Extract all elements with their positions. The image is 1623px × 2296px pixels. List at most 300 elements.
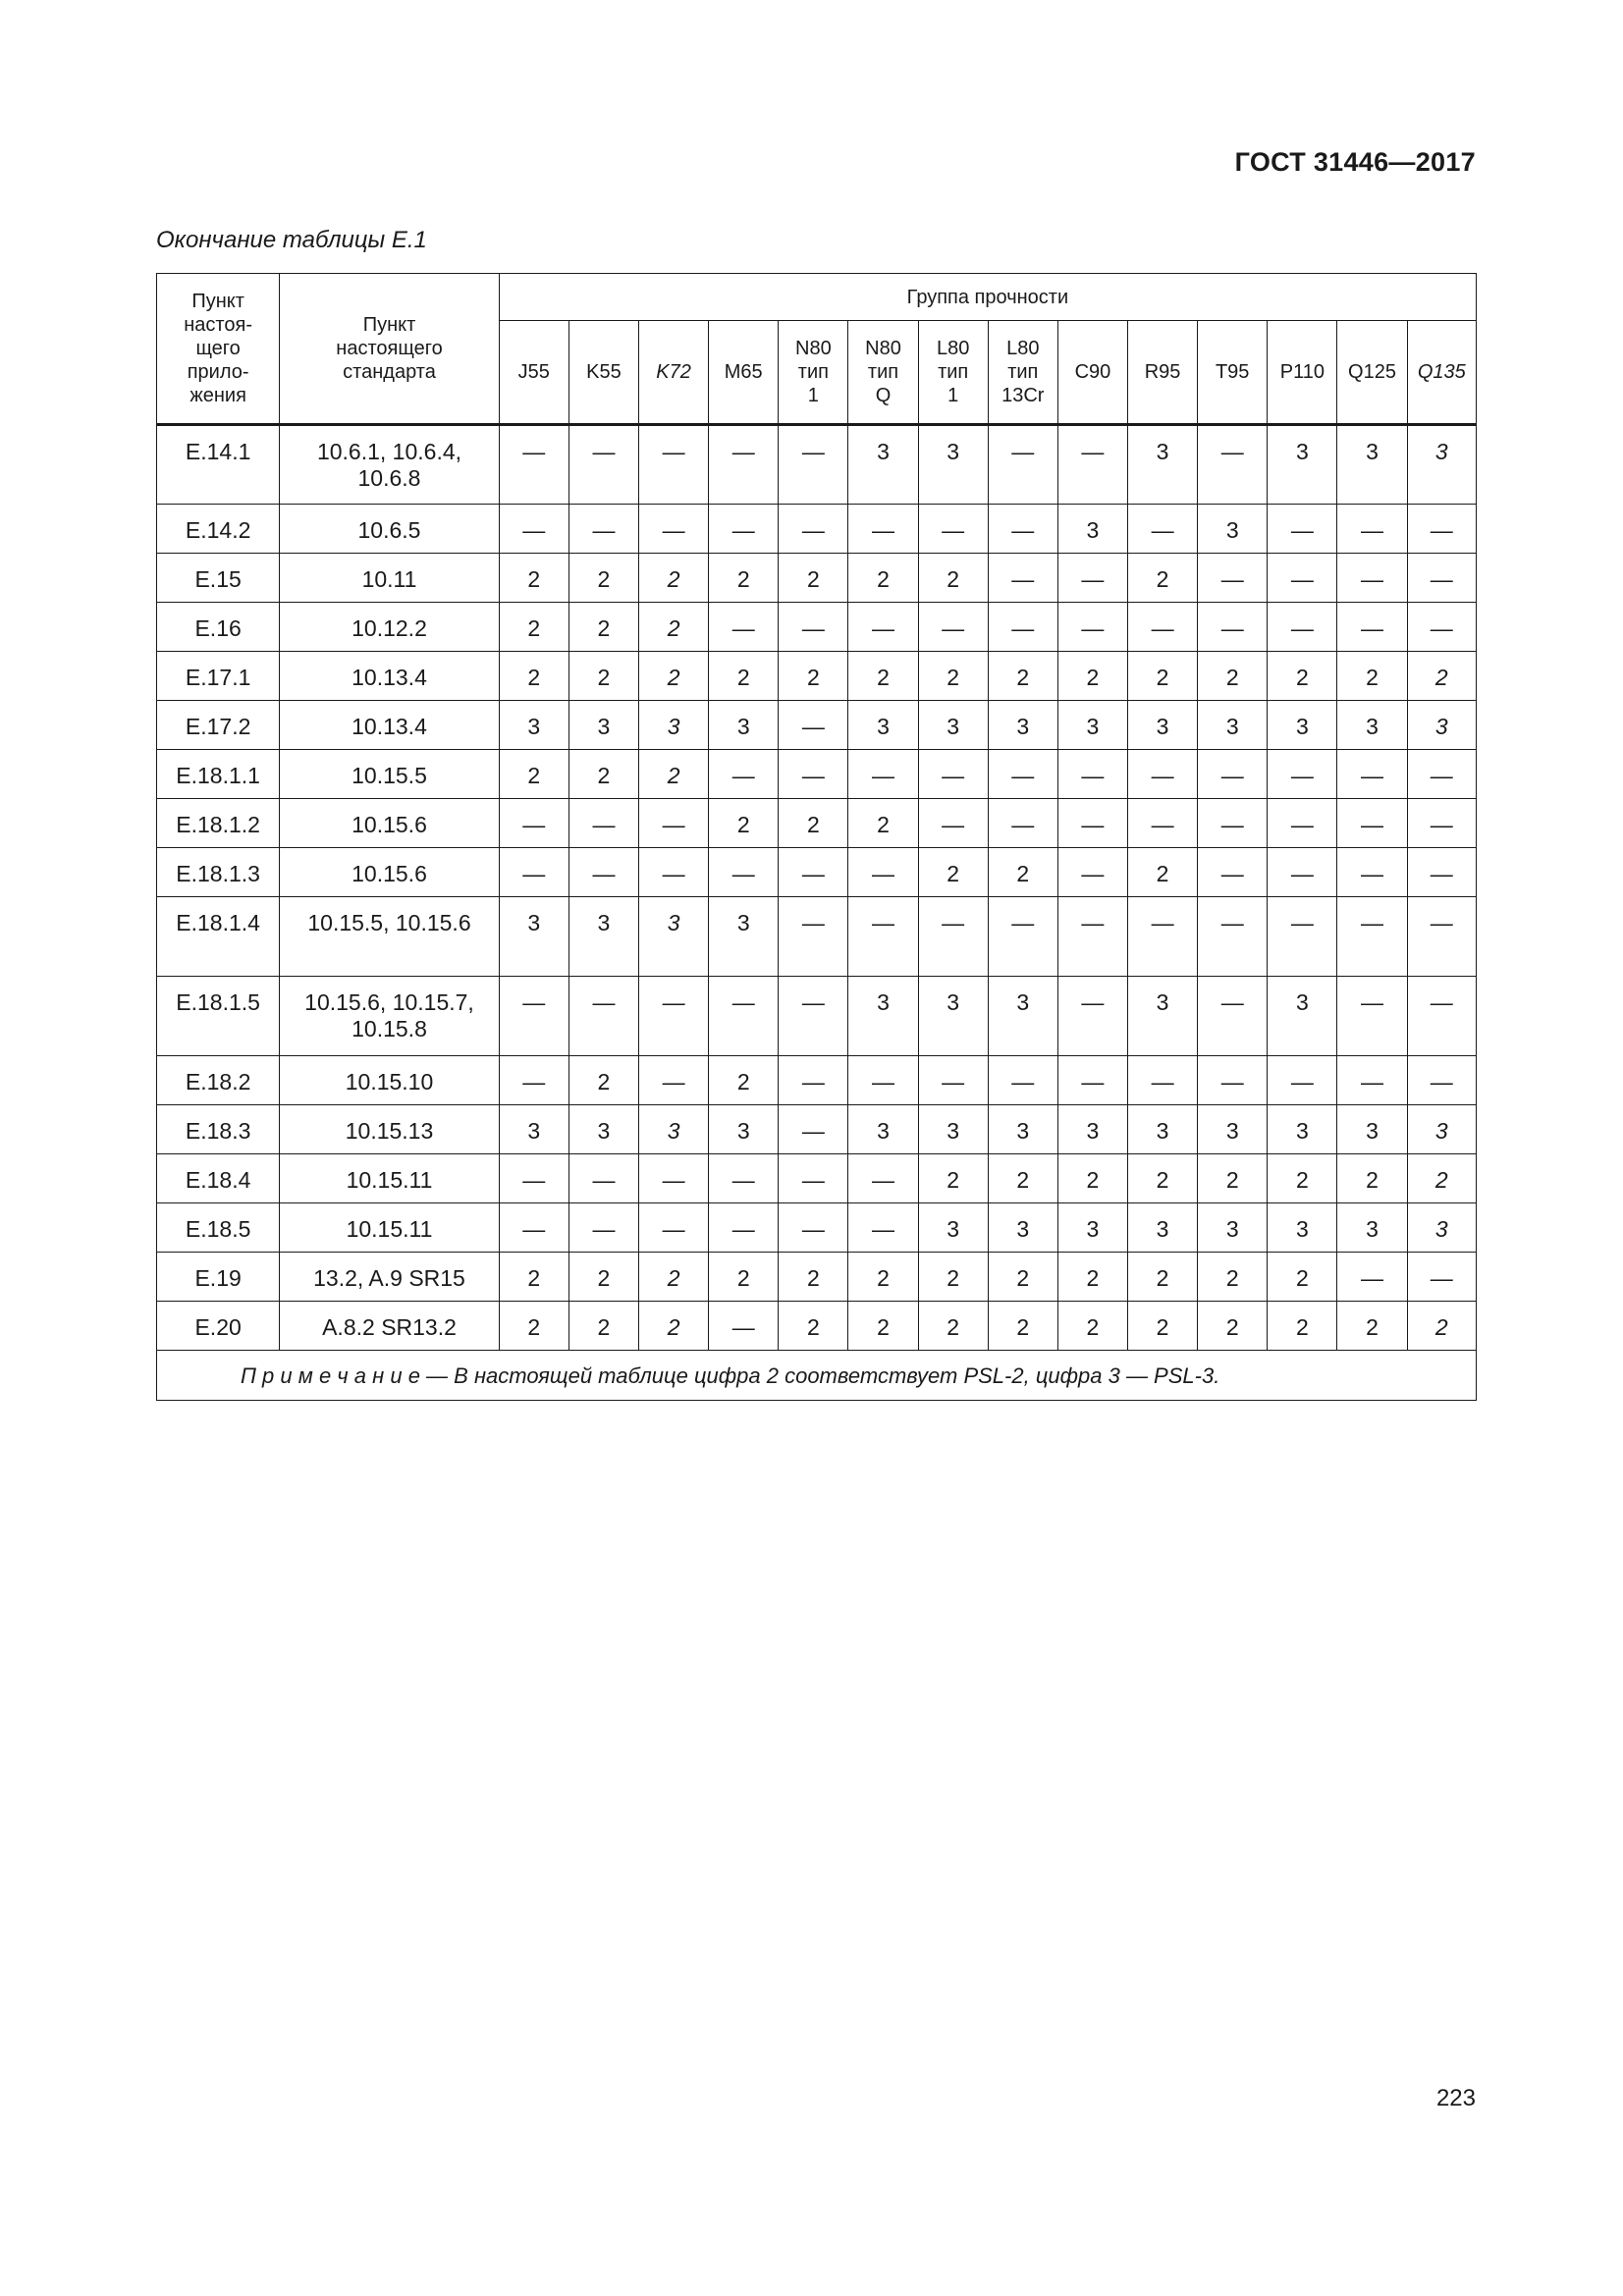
psl-value-cell: 3 xyxy=(1057,701,1127,750)
psl-value-cell: 2 xyxy=(1407,1302,1476,1351)
psl-value-cell: — xyxy=(568,799,638,848)
psl-value-cell: — xyxy=(988,425,1057,505)
grade-header: K72 xyxy=(639,321,709,425)
psl-value-cell: 3 xyxy=(1198,1203,1268,1253)
psl-value-cell: 3 xyxy=(848,1105,918,1154)
table-row xyxy=(157,652,1477,701)
psl-value-cell: 3 xyxy=(1128,701,1198,750)
psl-value-cell: 2 xyxy=(499,750,568,799)
psl-value-cell: 3 xyxy=(1337,701,1407,750)
standard-clause-cell: 10.15.13 xyxy=(280,1105,499,1154)
psl-value-cell: 2 xyxy=(779,554,848,603)
psl-value-cell: 2 xyxy=(709,652,779,701)
psl-value-cell: 2 xyxy=(1198,1302,1268,1351)
psl-value-cell: 2 xyxy=(709,799,779,848)
psl-value-cell: 3 xyxy=(1268,425,1337,505)
psl-value-cell: 2 xyxy=(1337,1154,1407,1203)
psl-value-cell: — xyxy=(499,425,568,505)
psl-value-cell: — xyxy=(779,1154,848,1203)
psl-value-cell: — xyxy=(1268,1056,1337,1105)
psl-value-cell: 3 xyxy=(848,425,918,505)
psl-value-cell: 2 xyxy=(568,1302,638,1351)
psl-value-cell: 3 xyxy=(988,977,1057,1056)
psl-value-cell: — xyxy=(1268,554,1337,603)
psl-value-cell: — xyxy=(568,977,638,1056)
psl-value-cell: 2 xyxy=(1268,652,1337,701)
col-head-annex xyxy=(157,274,280,425)
psl-value-cell: 2 xyxy=(848,554,918,603)
col-head-standard xyxy=(280,274,499,425)
psl-value-cell: 2 xyxy=(848,799,918,848)
psl-value-cell: 2 xyxy=(779,799,848,848)
standard-clause-cell: 10.15.6 xyxy=(280,799,499,848)
psl-value-cell: — xyxy=(499,799,568,848)
table-row xyxy=(157,897,1477,977)
psl-value-cell: 3 xyxy=(709,897,779,977)
psl-value-cell: 3 xyxy=(848,701,918,750)
psl-value-cell: 2 xyxy=(639,652,709,701)
psl-value-cell: 3 xyxy=(709,1105,779,1154)
psl-value-cell: — xyxy=(779,505,848,554)
psl-value-cell: — xyxy=(988,1056,1057,1105)
psl-value-cell: — xyxy=(1337,848,1407,897)
psl-value-cell: — xyxy=(1057,750,1127,799)
psl-value-cell: — xyxy=(779,977,848,1056)
annex-clause-cell: Е.20 xyxy=(157,1302,280,1351)
psl-value-cell: 2 xyxy=(1057,1154,1127,1203)
psl-value-cell: 3 xyxy=(639,897,709,977)
psl-value-cell: — xyxy=(779,603,848,652)
psl-value-cell: — xyxy=(779,897,848,977)
psl-value-cell: — xyxy=(639,425,709,505)
grade-header: C90 xyxy=(1057,321,1127,425)
psl-value-cell: 3 xyxy=(1057,505,1127,554)
grade-header: N80 тип 1 xyxy=(779,321,848,425)
standard-clause-cell: 10.6.5 xyxy=(280,505,499,554)
table-row xyxy=(157,425,1477,505)
psl-value-cell: — xyxy=(848,1203,918,1253)
psl-value-cell: 3 xyxy=(988,701,1057,750)
psl-value-cell: — xyxy=(779,750,848,799)
psl-value-cell: 3 xyxy=(1128,1203,1198,1253)
psl-value-cell: — xyxy=(988,505,1057,554)
psl-value-cell: — xyxy=(779,848,848,897)
psl-value-cell: 3 xyxy=(639,701,709,750)
psl-value-cell: — xyxy=(639,505,709,554)
psl-value-cell: 2 xyxy=(499,603,568,652)
table-row xyxy=(157,1105,1477,1154)
psl-value-cell: 2 xyxy=(918,1154,988,1203)
psl-value-cell: 3 xyxy=(568,897,638,977)
psl-value-cell: — xyxy=(1407,977,1476,1056)
standard-clause-cell: 10.15.5, 10.15.6 xyxy=(280,897,499,977)
grade-header: T95 xyxy=(1198,321,1268,425)
psl-value-cell: — xyxy=(1198,603,1268,652)
grade-header: M65 xyxy=(709,321,779,425)
table-row xyxy=(157,750,1477,799)
psl-value-cell: — xyxy=(1407,554,1476,603)
psl-value-cell: — xyxy=(1128,750,1198,799)
psl-value-cell: — xyxy=(709,750,779,799)
psl-value-cell: 2 xyxy=(1198,1154,1268,1203)
psl-value-cell: 2 xyxy=(918,1253,988,1302)
annex-clause-cell: Е.18.1.2 xyxy=(157,799,280,848)
psl-value-cell: 2 xyxy=(1057,1253,1127,1302)
psl-value-cell: — xyxy=(1337,1253,1407,1302)
psl-value-cell: 2 xyxy=(779,1253,848,1302)
psl-value-cell: 3 xyxy=(918,977,988,1056)
annex-clause-cell: Е.15 xyxy=(157,554,280,603)
psl-value-cell: — xyxy=(1128,799,1198,848)
table-row xyxy=(157,977,1477,1056)
psl-value-cell: — xyxy=(568,505,638,554)
psl-value-cell: 3 xyxy=(709,701,779,750)
psl-value-cell: — xyxy=(1407,897,1476,977)
grade-header: L80 тип 13Cr xyxy=(988,321,1057,425)
psl-value-cell: — xyxy=(709,425,779,505)
grade-header: Q135 xyxy=(1407,321,1476,425)
psl-value-cell: 2 xyxy=(1128,554,1198,603)
grade-header: J55 xyxy=(499,321,568,425)
psl-value-cell: — xyxy=(1057,897,1127,977)
psl-value-cell: — xyxy=(779,701,848,750)
psl-value-cell: — xyxy=(1198,750,1268,799)
table-note-row xyxy=(157,1351,1477,1401)
psl-value-cell: 2 xyxy=(1057,1302,1127,1351)
table-row xyxy=(157,505,1477,554)
table-row xyxy=(157,1203,1477,1253)
psl-value-cell: — xyxy=(1337,897,1407,977)
psl-value-cell: 2 xyxy=(499,1253,568,1302)
standard-clause-cell: 10.13.4 xyxy=(280,652,499,701)
psl-value-cell: — xyxy=(1057,799,1127,848)
psl-value-cell: 2 xyxy=(848,1302,918,1351)
psl-value-cell: 2 xyxy=(1407,1154,1476,1203)
psl-value-cell: — xyxy=(988,799,1057,848)
psl-value-cell: 2 xyxy=(709,554,779,603)
psl-value-cell: 3 xyxy=(1057,1203,1127,1253)
psl-value-cell: 2 xyxy=(918,1302,988,1351)
table-note: П р и м е ч а н и е — В настоящей таблице цифра 2 соответствует PSL-2, цифра 3 — PSL-3. xyxy=(157,1351,1477,1401)
standard-clause-cell: 10.15.11 xyxy=(280,1154,499,1203)
standard-clause-cell: 10.15.10 xyxy=(280,1056,499,1105)
psl-value-cell: 2 xyxy=(918,848,988,897)
psl-value-cell: 3 xyxy=(1337,1203,1407,1253)
psl-value-cell: — xyxy=(848,848,918,897)
psl-value-cell: 3 xyxy=(1407,1203,1476,1253)
psl-value-cell: 2 xyxy=(499,652,568,701)
psl-value-cell: 2 xyxy=(779,652,848,701)
psl-value-cell: 2 xyxy=(639,554,709,603)
psl-value-cell: — xyxy=(1407,603,1476,652)
psl-value-cell: — xyxy=(779,1105,848,1154)
psl-value-cell: — xyxy=(1337,603,1407,652)
standard-clause-cell: 10.15.6, 10.15.7, 10.15.8 xyxy=(280,977,499,1056)
psl-value-cell: — xyxy=(709,977,779,1056)
col-head-strength-group: Группа прочности xyxy=(499,274,1476,321)
col-head-annex-label: Пункт настоя-щего прило-жения xyxy=(184,291,252,406)
psl-value-cell: 2 xyxy=(988,1253,1057,1302)
psl-value-cell: — xyxy=(848,897,918,977)
psl-value-cell: — xyxy=(1128,1056,1198,1105)
psl-value-cell: 2 xyxy=(709,1056,779,1105)
psl-value-cell: — xyxy=(1337,554,1407,603)
psl-value-cell: — xyxy=(639,977,709,1056)
grade-header: P110 xyxy=(1268,321,1337,425)
psl-value-cell: — xyxy=(1268,750,1337,799)
psl-value-cell: 3 xyxy=(1337,1105,1407,1154)
psl-value-cell: 3 xyxy=(918,1203,988,1253)
psl-value-cell: 3 xyxy=(1128,1105,1198,1154)
psl-value-cell: 3 xyxy=(1268,701,1337,750)
annex-clause-cell: Е.16 xyxy=(157,603,280,652)
psl-value-cell: — xyxy=(1198,799,1268,848)
psl-value-cell: — xyxy=(499,505,568,554)
standard-clause-cell: 10.13.4 xyxy=(280,701,499,750)
psl-value-cell: — xyxy=(848,1056,918,1105)
psl-value-cell: — xyxy=(568,848,638,897)
psl-value-cell: 2 xyxy=(568,1056,638,1105)
psl-value-cell: 2 xyxy=(988,848,1057,897)
psl-value-cell: 3 xyxy=(918,701,988,750)
psl-value-cell: — xyxy=(918,1056,988,1105)
standard-clause-cell: 10.15.11 xyxy=(280,1203,499,1253)
annex-clause-cell: Е.18.1.5 xyxy=(157,977,280,1056)
psl-value-cell: 3 xyxy=(988,1105,1057,1154)
standard-code: ГОСТ 31446—2017 xyxy=(1234,147,1476,177)
psl-value-cell: — xyxy=(918,750,988,799)
col-head-standard-label: Пункт настоящего стандарта xyxy=(336,314,443,383)
psl-value-cell: 3 xyxy=(1128,977,1198,1056)
psl-value-cell: — xyxy=(848,1154,918,1203)
psl-value-cell: 3 xyxy=(499,701,568,750)
psl-value-cell: — xyxy=(568,1154,638,1203)
psl-value-cell: — xyxy=(918,799,988,848)
psl-value-cell: — xyxy=(1198,425,1268,505)
psl-value-cell: 2 xyxy=(1128,1253,1198,1302)
psl-value-cell: — xyxy=(568,1203,638,1253)
psl-value-cell: — xyxy=(1128,505,1198,554)
psl-value-cell: 3 xyxy=(918,425,988,505)
psl-value-cell: — xyxy=(1268,848,1337,897)
psl-value-cell: — xyxy=(1198,848,1268,897)
psl-value-cell: 2 xyxy=(639,750,709,799)
annex-clause-cell: Е.18.3 xyxy=(157,1105,280,1154)
annex-clause-cell: Е.18.1.4 xyxy=(157,897,280,977)
psl-value-cell: 3 xyxy=(1337,425,1407,505)
annex-clause-cell: Е.18.2 xyxy=(157,1056,280,1105)
psl-value-cell: 2 xyxy=(568,554,638,603)
psl-value-cell: — xyxy=(709,1203,779,1253)
psl-value-cell: — xyxy=(988,897,1057,977)
annex-clause-cell: Е.14.1 xyxy=(157,425,280,505)
psl-value-cell: 2 xyxy=(499,554,568,603)
psl-value-cell: 2 xyxy=(1198,652,1268,701)
psl-value-cell: — xyxy=(1268,603,1337,652)
psl-value-cell: 2 xyxy=(1128,652,1198,701)
table-row xyxy=(157,701,1477,750)
psl-value-cell: — xyxy=(1337,750,1407,799)
psl-value-cell: 2 xyxy=(639,1302,709,1351)
psl-value-cell: — xyxy=(988,750,1057,799)
standard-clause-cell: 10.6.1, 10.6.4, 10.6.8 xyxy=(280,425,499,505)
psl-value-cell: 2 xyxy=(1128,1302,1198,1351)
psl-value-cell: — xyxy=(1198,977,1268,1056)
psl-value-cell: 2 xyxy=(568,603,638,652)
table-row xyxy=(157,554,1477,603)
psl-value-cell: 2 xyxy=(1198,1253,1268,1302)
psl-value-cell: — xyxy=(1337,1056,1407,1105)
table-caption: Окончание таблицы Е.1 xyxy=(156,227,427,253)
annex-clause-cell: Е.18.1.1 xyxy=(157,750,280,799)
psl-value-cell: — xyxy=(639,1154,709,1203)
psl-value-cell: 3 xyxy=(1407,701,1476,750)
psl-value-cell: 2 xyxy=(848,1253,918,1302)
psl-value-cell: 2 xyxy=(639,1253,709,1302)
grade-header: Q125 xyxy=(1337,321,1407,425)
psl-value-cell: — xyxy=(918,603,988,652)
psl-value-cell: — xyxy=(499,1056,568,1105)
standard-clause-cell: 10.15.5 xyxy=(280,750,499,799)
psl-value-cell: — xyxy=(779,1203,848,1253)
psl-value-cell: — xyxy=(1128,897,1198,977)
psl-value-cell: 3 xyxy=(1407,1105,1476,1154)
psl-value-cell: 2 xyxy=(568,1253,638,1302)
psl-value-cell: — xyxy=(1128,603,1198,652)
psl-value-cell: 3 xyxy=(1198,505,1268,554)
psl-value-cell: 3 xyxy=(1268,1203,1337,1253)
table-row xyxy=(157,1253,1477,1302)
psl-value-cell: — xyxy=(1057,848,1127,897)
psl-value-cell: 3 xyxy=(499,897,568,977)
psl-value-cell: — xyxy=(499,977,568,1056)
psl-value-cell: 2 xyxy=(1337,652,1407,701)
psl-value-cell: 2 xyxy=(1337,1302,1407,1351)
psl-value-cell: — xyxy=(918,505,988,554)
standard-clause-cell: 10.15.6 xyxy=(280,848,499,897)
psl-value-cell: 2 xyxy=(1407,652,1476,701)
psl-value-cell: 2 xyxy=(499,1302,568,1351)
psl-value-cell: 2 xyxy=(988,1302,1057,1351)
annex-clause-cell: Е.18.5 xyxy=(157,1203,280,1253)
psl-value-cell: — xyxy=(1198,554,1268,603)
psl-value-cell: 2 xyxy=(988,1154,1057,1203)
psl-value-cell: — xyxy=(1407,505,1476,554)
psl-value-cell: 2 xyxy=(918,652,988,701)
psl-value-cell: 3 xyxy=(1407,425,1476,505)
psl-value-cell: — xyxy=(918,897,988,977)
psl-value-cell: — xyxy=(988,554,1057,603)
psl-value-cell: 3 xyxy=(1198,1105,1268,1154)
psl-value-cell: — xyxy=(499,1203,568,1253)
psl-value-cell: — xyxy=(1268,799,1337,848)
psl-value-cell: — xyxy=(568,425,638,505)
psl-value-cell: — xyxy=(709,603,779,652)
table-row xyxy=(157,799,1477,848)
annex-clause-cell: Е.19 xyxy=(157,1253,280,1302)
psl-value-cell: — xyxy=(1268,897,1337,977)
psl-value-cell: — xyxy=(1407,848,1476,897)
standard-clause-cell: 13.2, A.9 SR15 xyxy=(280,1253,499,1302)
psl-value-cell: 2 xyxy=(988,652,1057,701)
psl-value-cell: — xyxy=(639,848,709,897)
psl-value-cell: — xyxy=(1057,425,1127,505)
psl-value-cell: — xyxy=(709,505,779,554)
psl-value-cell: — xyxy=(988,603,1057,652)
psl-value-cell: 2 xyxy=(568,750,638,799)
psl-value-cell: — xyxy=(639,1203,709,1253)
psl-value-cell: 2 xyxy=(918,554,988,603)
psl-value-cell: — xyxy=(709,848,779,897)
psl-value-cell: — xyxy=(1198,1056,1268,1105)
psl-value-cell: — xyxy=(1268,505,1337,554)
psl-value-cell: 3 xyxy=(499,1105,568,1154)
psl-value-cell: — xyxy=(499,1154,568,1203)
psl-value-cell: — xyxy=(1057,603,1127,652)
standard-clause-cell: А.8.2 SR13.2 xyxy=(280,1302,499,1351)
table-row xyxy=(157,603,1477,652)
psl-value-cell: — xyxy=(779,425,848,505)
psl-value-cell: — xyxy=(779,1056,848,1105)
psl-value-cell: — xyxy=(1057,554,1127,603)
table-row xyxy=(157,1056,1477,1105)
psl-value-cell: 3 xyxy=(1268,977,1337,1056)
psl-value-cell: 2 xyxy=(709,1253,779,1302)
grade-header: N80 тип Q xyxy=(848,321,918,425)
psl-value-cell: — xyxy=(1198,897,1268,977)
psl-value-cell: — xyxy=(1407,1056,1476,1105)
annex-clause-cell: Е.14.2 xyxy=(157,505,280,554)
psl-value-cell: — xyxy=(1407,799,1476,848)
psl-value-cell: — xyxy=(709,1302,779,1351)
standard-clause-cell: 10.11 xyxy=(280,554,499,603)
psl-value-cell: 3 xyxy=(639,1105,709,1154)
psl-value-cell: 3 xyxy=(568,701,638,750)
psl-value-cell: 2 xyxy=(1057,652,1127,701)
psl-value-cell: 3 xyxy=(1198,701,1268,750)
psl-value-cell: — xyxy=(709,1154,779,1203)
psl-value-cell: 2 xyxy=(848,652,918,701)
psl-value-cell: 2 xyxy=(779,1302,848,1351)
annex-clause-cell: Е.17.1 xyxy=(157,652,280,701)
psl-value-cell: 3 xyxy=(988,1203,1057,1253)
psl-value-cell: 2 xyxy=(1268,1253,1337,1302)
psl-value-cell: — xyxy=(499,848,568,897)
psl-value-cell: — xyxy=(848,505,918,554)
annex-clause-cell: Е.18.1.3 xyxy=(157,848,280,897)
annex-clause-cell: Е.17.2 xyxy=(157,701,280,750)
grade-header: R95 xyxy=(1128,321,1198,425)
psl-value-cell: 2 xyxy=(568,652,638,701)
psl-value-cell: — xyxy=(639,799,709,848)
psl-value-cell: — xyxy=(1407,1253,1476,1302)
psl-value-cell: — xyxy=(1337,505,1407,554)
psl-value-cell: — xyxy=(1407,750,1476,799)
grade-header: K55 xyxy=(568,321,638,425)
table-row xyxy=(157,848,1477,897)
psl-value-cell: 2 xyxy=(1268,1302,1337,1351)
psl-value-cell: 2 xyxy=(639,603,709,652)
psl-value-cell: 3 xyxy=(918,1105,988,1154)
grade-header: L80 тип 1 xyxy=(918,321,988,425)
psl-value-cell: 3 xyxy=(1268,1105,1337,1154)
psl-value-cell: — xyxy=(1057,1056,1127,1105)
psl-value-cell: 3 xyxy=(1128,425,1198,505)
psl-value-cell: 2 xyxy=(1268,1154,1337,1203)
psl-value-cell: 2 xyxy=(1128,848,1198,897)
psl-value-cell: — xyxy=(1337,977,1407,1056)
strength-group-table xyxy=(156,273,1477,1401)
